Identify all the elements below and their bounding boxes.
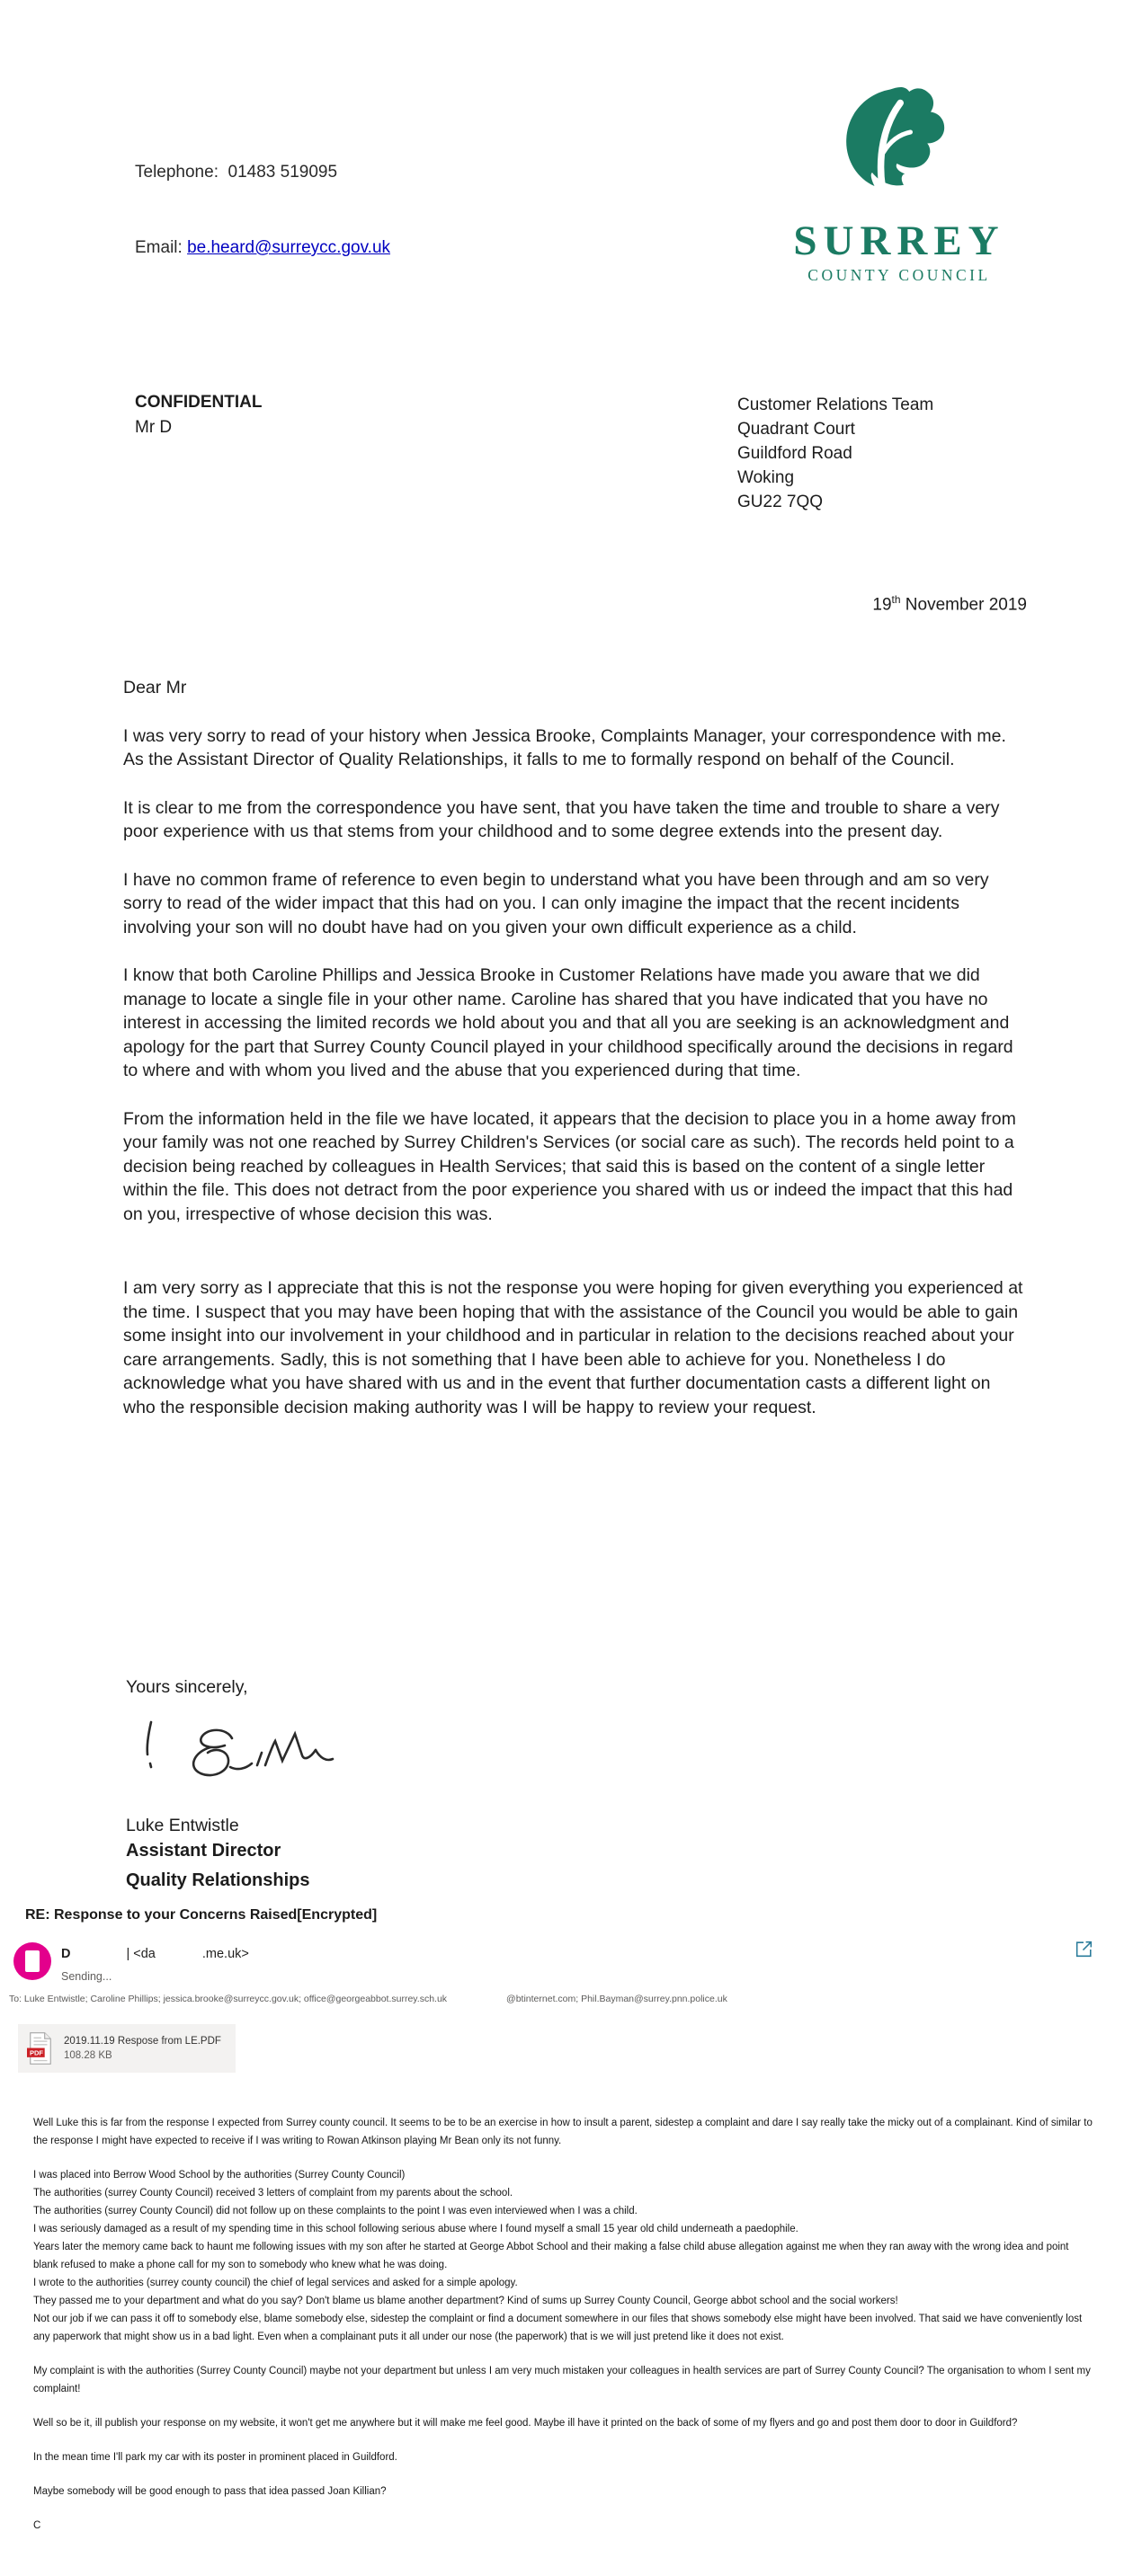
email-line: They passed me to your department and what do you say? Don't blame us blame another department? Kind of sums up Surrey County Council, George abbot school and the social workers!: [33, 2296, 898, 2306]
email-line: Maybe somebody will be good enough to pass that idea passed Joan Killian?: [33, 2486, 387, 2497]
email-body: [33, 2114, 1094, 2551]
to-recipients-2[interactable]: @btinternet.com; Phil.Bayman@surrey.pnn.police.uk: [506, 1994, 727, 2004]
to-recipients-1[interactable]: To: Luke Entwistle; Caroline Phillips; jessica.brooke@surreycc.gov.uk; office@georgeabbot.surrey.sch.uk: [9, 1994, 448, 2004]
letter-date: [764, 593, 1027, 615]
email-line: Not our job if we can pass it off to somebody else, blame somebody else, sidestep the complaint or find a document somewhere in our files that shows somebody else might have been involved. That said we have conveniently lost any paperwork that might show us in a bad light. Even when a complainant puts it all under our nose (the paperwork) that is we will just pretend like it does not exist.: [33, 2314, 1083, 2342]
address-line: Guildford Road: [737, 444, 852, 463]
letter-paragraph: It is clear to me from the correspondence you have sent, that you have taken the time and trouble to share a very poor experience with us that stems from your childhood and to some degree extends into the present day.: [123, 797, 1000, 841]
surrey-logo: [751, 83, 1048, 285]
sending-status: Sending...: [61, 1970, 112, 1983]
email-line-group: [33, 2166, 1094, 2346]
email-line-group: [33, 2114, 1094, 2150]
sender-name[interactable]: D: [61, 1947, 71, 1961]
date-rest: November 2019: [900, 595, 1027, 615]
email-line: [135, 235, 390, 261]
attachment-meta: [64, 2036, 221, 2061]
closing: Yours sincerely,: [126, 1677, 248, 1697]
letter-paragraph: I know that both Caroline Phillips and Jessica Brooke in Customer Relations have made you aware that we did manage to locate a single file in your other name. Caroline has shared that you have indicated that you have no interest in accessing the limited records we hold about you and that all you are seeking is an acknowledgment and apology for the part that Surrey County Council played in your childhood specifically around the decisions in regard to where and with whom you lived and the abuse that you experienced during that time.: [123, 965, 1013, 1080]
email-line: I was placed into Berrow Wood School by the authorities (Surrey County Council): [33, 2170, 406, 2181]
address-line: Customer Relations Team: [737, 395, 934, 414]
email-line-group: [33, 2414, 1094, 2432]
attachment-filename: 2019.11.19 Respose from LE.PDF: [64, 2036, 221, 2047]
address-block: [737, 393, 933, 514]
email-line: I wrote to the authorities (surrey county council) the chief of legal services and asked for a simple apology.: [33, 2278, 518, 2288]
email-line: Well Luke this is far from the response I expected from Surrey county council. It seems to be to be an exercise in how to insult a parent, sidestep a complaint and dare I say really take the micky out of a complainant. Kind of similar to the response I might have expected to receive if I was writing to Rowan Atkinson playing Mr Bean only its not funny.: [33, 2118, 1093, 2146]
email-line: The authorities (surrey County Council) received 3 letters of complaint from my parents about the school.: [33, 2188, 513, 2198]
salutation: Dear Mr: [123, 678, 187, 697]
sender-address-domain: .me.uk>: [201, 1947, 249, 1961]
logo-wordmark: SURREY: [793, 218, 1005, 264]
signatory-name: Luke Entwistle: [126, 1816, 239, 1835]
telephone-line: Telephone: 01483 519095: [135, 163, 338, 182]
email-line-group: [33, 2448, 1094, 2466]
recipients-line[interactable]: [9, 1994, 727, 2004]
attachment-chip[interactable]: [18, 2024, 236, 2073]
email-line-group: [33, 2483, 1094, 2500]
email-line: The authorities (surrey County Council) did not follow up on these complaints to the point I was even interviewed when I was a child.: [33, 2206, 638, 2216]
email-line: In the mean time I'll park my car with its poster in prominent placed in Guildford.: [33, 2452, 397, 2463]
sender-line[interactable]: [61, 1947, 249, 1961]
open-in-new-window-icon[interactable]: [1073, 1938, 1095, 1960]
letter-paragraph: I am very sorry as I appreciate that this is not the response you were hoping for given everything you experienced at the time. I suspect that you may have been hoping that with the assistance of the Council you would be able to gain some insight into our involvement in your childhood and in particular in relation to the decisions reached about your care arrangements. Sadly, this is not something that I have been able to achieve for you. Nonetheless I do acknowledge what you have shared with us and in the event that further documentation casts a different light on who the responsible decision making authority was I will be happy to review your request.: [123, 1278, 1023, 1417]
email-line: C: [33, 2520, 41, 2531]
email-link[interactable]: be.heard@surreycc.gov.uk: [187, 238, 391, 257]
sender-address-fragment: | <da: [126, 1947, 156, 1961]
signatory-title-2: Quality Relationships: [126, 1870, 310, 1890]
letter-paragraph: I have no common frame of reference to even begin to understand what you have been through and am so very sorry to read of the wider impact that this had on you. I can only imagine the impact that the recent incidents involving your son will no doubt have had on you given your own difficult experience as a child.: [123, 869, 989, 937]
letter-paragraph: I was very sorry to read of your history when Jessica Brooke, Complaints Manager, your correspondence with me. As the Assistant Director of Quality Relationships, it falls to me to formally respond on behalf of the Council.: [123, 725, 1006, 769]
email-line: My complaint is with the authorities (Surrey County Council) maybe not your department but unless I am very much mistaken your colleagues in health services are part of Surrey County Council? The organisation to whom I sent my complaint!: [33, 2366, 1091, 2394]
addressee: Mr D: [135, 418, 173, 437]
sender-avatar[interactable]: [13, 1942, 51, 1980]
letter-paragraph: From the information held in the file we have located, it appears that the decision to place you in a home away from your family was not one reached by Surrey Children's Services (or social care as such). The records held point to a decision being reached by colleagues in Health Services; that said this is based on the content of a single letter within the file. This does not detract from the poor experience you shared with us or indeed the impact that this had on you, irrespective of whose decision this was.: [123, 1108, 1016, 1224]
email-line-group: [33, 2362, 1094, 2398]
letter-body: [123, 676, 1027, 1443]
letter-paragraphs: [123, 724, 1027, 1420]
email-label: Email:: [135, 238, 188, 257]
letterhead-contact: [135, 110, 390, 286]
email-line: Well so be it, ill publish your response on my website, it won't get me anywhere but it will make me feel good. Maybe ill have it printed on the back of some of my flyers and go and post them door to door in Guildford?: [33, 2418, 1018, 2429]
email-subject: RE: Response to your Concerns Raised[Encrypted]: [25, 1907, 378, 1923]
address-line: Quadrant Court: [737, 420, 855, 439]
confidential-label: CONFIDENTIAL: [135, 393, 263, 412]
date-day: 19: [872, 595, 892, 615]
address-line: GU22 7QQ: [737, 493, 824, 511]
attachment-size: 108.28 KB: [64, 2050, 112, 2061]
email-line: I was seriously damaged as a result of my spending time in this school following serious abuse where I found myself a small 15 year old child underneath a paedophile.: [33, 2224, 798, 2234]
oak-leaf-logo-icon: [831, 83, 968, 218]
email-line: Years later the memory came back to haunt me following issues with my son after he started at George Abbot School and their making a false child abuse allegation against me when they ran away with the wrong idea and point blank refused to make a phone call for my son to somebody who knew what he was doing.: [33, 2242, 1069, 2270]
pdf-file-icon: [27, 2031, 54, 2065]
email-line-group: [33, 2517, 1094, 2535]
signatory-title-1: Assistant Director: [126, 1841, 281, 1861]
logo-subtitle: COUNTY COUNCIL: [807, 266, 991, 285]
date-suffix: th: [891, 593, 901, 606]
address-line: Woking: [737, 468, 795, 487]
svg-text:PDF: PDF: [30, 2048, 43, 2057]
handwritten-signature: [124, 1704, 394, 1808]
